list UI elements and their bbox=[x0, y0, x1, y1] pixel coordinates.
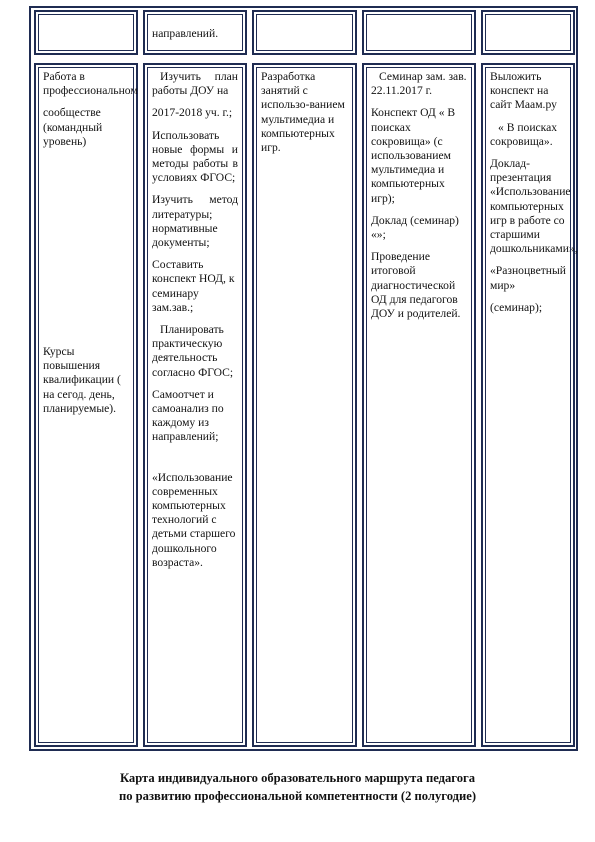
cell-text: Самоотчет и самоанализ по каждому из направлений; bbox=[152, 387, 224, 444]
cell-text: «Разноцветный мир» bbox=[490, 264, 566, 292]
cell-text: Проведение итоговой диагностической ОД для педагогов ДОУ и родителей. bbox=[371, 250, 461, 321]
table-cell-area bbox=[34, 63, 138, 747]
table-cell-r1-c4 bbox=[362, 10, 476, 55]
caption-line-1: Карта индивидуального образовательного маршрута педагога bbox=[119, 771, 476, 785]
cell-text: (семинар); bbox=[490, 300, 543, 314]
table-cell-r1-c3 bbox=[252, 10, 357, 55]
table-row-main bbox=[31, 63, 576, 747]
cell-text: Семинар зам. зав. 22.11.2017 г. bbox=[371, 70, 467, 98]
table-cell-results bbox=[481, 63, 578, 747]
cell-text: Планировать практическую деятельность согласно ФГОС; bbox=[152, 323, 234, 379]
cell-text: Использовать новые формы и методы работы в условиях ФГОС; bbox=[152, 128, 238, 185]
cell-text: Доклад-презентация «Использование компьютерных игр в работе со старшими дошкольниками», bbox=[490, 157, 578, 256]
cell-text: Разработка занятий с использо-ванием мультимедиа и компьютерных игр. bbox=[261, 70, 345, 155]
table-cell-r1-c1 bbox=[34, 10, 138, 55]
table-frame bbox=[29, 6, 578, 751]
cell-text: направлений. bbox=[152, 27, 219, 40]
cell-text: Работа в профессиональном bbox=[43, 70, 138, 98]
cell-text: Курсы повышения квалификации ( на сегод. день, планируемые). bbox=[43, 345, 121, 415]
cell-text: «Использование современных компьютерных технологий с детьми старшего дошкольного возраста». bbox=[152, 470, 236, 569]
cell-text: сообществе (командный уровень) bbox=[43, 106, 103, 148]
cell-text: Составить конспект НОД, к семинару зам.зав.; bbox=[152, 258, 235, 314]
cell-text: Конспект ОД « В поисках сокровища» (с использованием мультимедиа и компьютерных игр); bbox=[371, 106, 456, 205]
cell-text: Выложить конспект на сайт Маам.ру bbox=[490, 70, 557, 112]
cell-text: « В поисках сокровища». bbox=[490, 120, 558, 148]
cell-text: 2017-2018 уч. г.; bbox=[152, 106, 233, 120]
table-cell-events bbox=[362, 63, 476, 747]
cell-text: Доклад (семинар) «»; bbox=[371, 213, 459, 242]
table-cell-r1-c2 bbox=[143, 10, 247, 55]
table-cell-tasks bbox=[143, 63, 247, 747]
table-cell-r1-c5 bbox=[481, 10, 575, 55]
table-cell-forms bbox=[252, 63, 357, 747]
cell-text: Изучить метод литературы; нормативные документы; bbox=[152, 193, 238, 250]
caption-line-2: по развитию профессиональной компетентности (2 полугодие) bbox=[118, 789, 477, 803]
cell-text: Изучить план работы ДОУ на bbox=[152, 70, 238, 98]
table-row-continuation bbox=[31, 10, 576, 55]
